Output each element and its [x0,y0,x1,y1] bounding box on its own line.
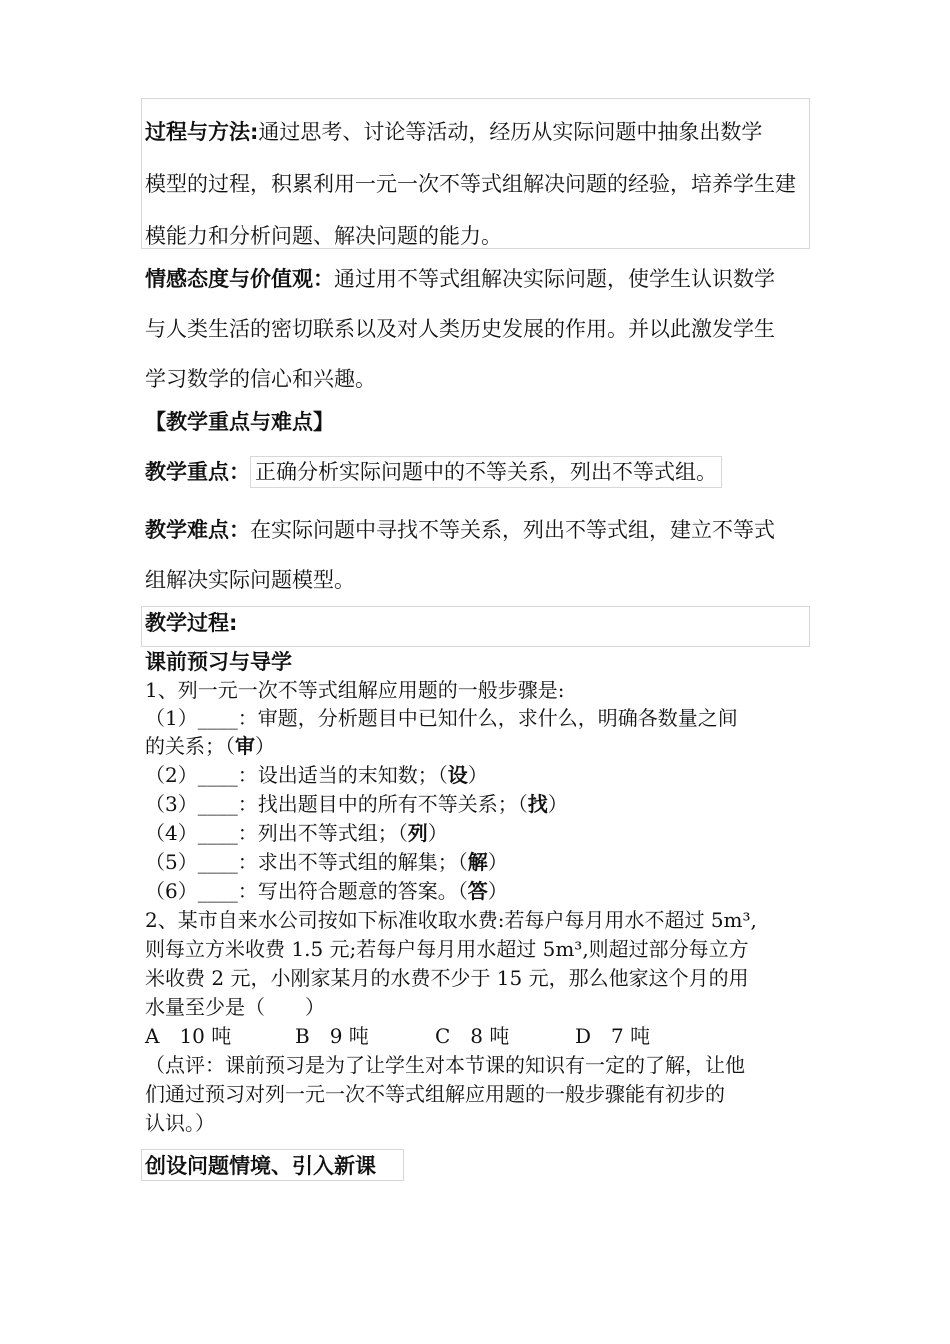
step-key: 解 [467,850,488,874]
focus-label: 教学重点： [145,460,250,484]
process-method-line: 模能力和分析问题、解决问题的能力。 [145,224,502,248]
q1-intro: 1、列一元一次不等式组解应用题的一般步骤是: [145,678,565,702]
step-key: 找 [527,792,548,816]
step-1: （1）____：审题，分析题目中已知什么，求什么，明确各数量之间 [145,706,738,730]
comment-line: 们通过预习对列一元一次不等式组解应用题的一般步骤能有初步的 [145,1082,725,1106]
q2-line: 米收费 2 元，小刚家某月的水费不少于 15 元，那么他家这个月的用 [145,966,749,990]
process-heading: 教学过程: [145,611,238,635]
q2-line: 则每立方米收费 1.5 元;若每户每月用水超过 5m³,则超过部分每立方 [145,937,749,961]
difficulty-paragraph [145,505,775,605]
step-key: 审 [235,734,255,758]
attitude-line: 学习数学的信心和兴趣。 [145,367,376,391]
q2-line: 水量至少是（ ） [145,995,325,1019]
process-method-line: 过程与方法:通过思考、讨论等活动，经历从实际问题中抽象出数学 [145,120,763,144]
difficulty-line: 教学难点：在实际问题中寻找不等关系，列出不等式组，建立不等式 [145,518,775,542]
step-key: 答 [467,879,488,903]
comment-line: 认识。） [145,1111,215,1135]
step-3: （3）____：找出题目中的所有不等关系；（找） [145,792,568,816]
step-6: （6）____：写出符合题意的答案。（答） [145,879,508,903]
step-2: （2）____：设出适当的末知数；（设） [145,763,488,787]
step-key: 列 [407,821,428,845]
key-points-heading: 【教学重点与难点】 [145,410,334,434]
process-method-label: 过程与方法: [145,120,259,144]
attitude-paragraph [145,254,775,404]
step-key: 设 [447,763,468,787]
step-5: （5）____：求出不等式组的解集；（解） [145,850,508,874]
focus-line [145,456,722,488]
option-a: A 10 吨 [145,1024,232,1048]
option-b: B 9 吨 [295,1024,369,1048]
focus-text: 正确分析实际问题中的不等关系，列出不等式组。 [250,456,722,488]
process-method-paragraph [145,106,796,262]
attitude-line: 情感态度与价值观：通过用不等式组解决实际问题，使学生认识数学 [145,267,775,291]
next-heading: 创设问题情境、引入新课 [145,1154,376,1178]
attitude-label: 情感态度与价值观： [145,267,334,291]
difficulty-label: 教学难点： [145,518,250,542]
process-method-line: 模型的过程，积累利用一元一次不等式组解决问题的经验，培养学生建 [145,172,796,196]
preview-heading: 课前预习与导学 [145,650,292,674]
attitude-line: 与人类生活的密切联系以及对人类历史发展的作用。并以此激发学生 [145,317,775,341]
difficulty-line: 组解决实际问题模型。 [145,568,355,592]
option-d: D 7 吨 [575,1024,651,1048]
step-1-continued: 的关系；（审） [145,734,275,758]
q2-line: 2、某市自来水公司按如下标准收取水费:若每户每月用水不超过 5m³, [145,908,757,932]
option-c: C 8 吨 [435,1024,510,1048]
comment-line: （点评：课前预习是为了让学生对本节课的知识有一定的了解，让他 [145,1053,745,1077]
step-4: （4）____：列出不等式组；（列） [145,821,448,845]
process-heading-box [141,606,810,647]
